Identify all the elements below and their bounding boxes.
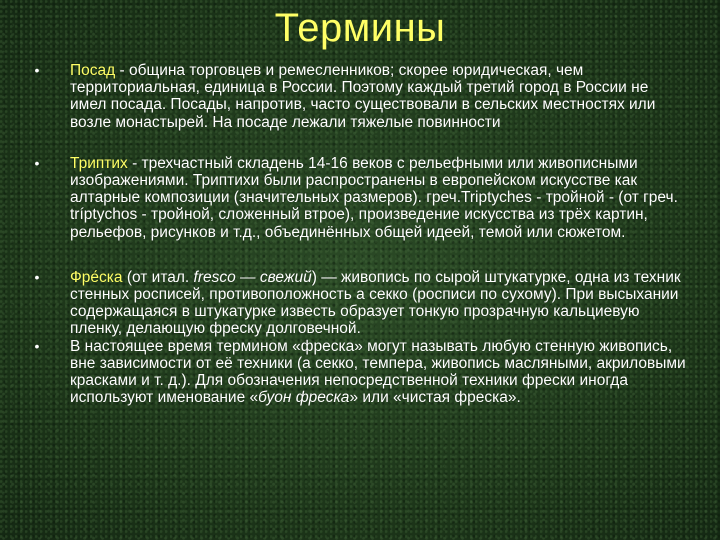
term-triptych: Триптих bbox=[70, 154, 128, 172]
definition-fresco-b: ) — живопись по сырой штукатурке, одна из техник стенных росписей, противоположность а секко (росписи по сухому). При высыхании содержащаяся в штукатурке известь образует тонкую прозрачную кальциевую пленку, делающую фреску долговечной. bbox=[70, 268, 681, 338]
item-body bbox=[70, 62, 655, 131]
list-item-posad bbox=[28, 62, 688, 131]
definition-modern-b: » или «чистая фреска». bbox=[349, 389, 521, 407]
term-fresco: Фре́ска bbox=[70, 268, 123, 286]
bullet-icon: • bbox=[34, 337, 40, 354]
bullet-icon: • bbox=[34, 268, 40, 285]
bullet-icon: • bbox=[34, 62, 40, 78]
list-item-fresco bbox=[28, 269, 688, 338]
slide-title: Термины bbox=[274, 6, 446, 50]
item-body bbox=[70, 155, 678, 241]
bullet-list bbox=[28, 62, 688, 406]
list-item-fresco-modern bbox=[28, 338, 688, 407]
list-item-triptych bbox=[28, 155, 688, 241]
item-body bbox=[70, 269, 681, 338]
term-posad: Посад bbox=[70, 62, 116, 79]
definition-posad: - община торговцев и ремесленников; скорее юридическая, чем территориальная, единица в России. Поэтому каждый третий город в России не имел посада. Посады, напротив, часто существовали в сельских местностях или возле монастырей. На посаде лежали тяжелые повинности bbox=[70, 62, 656, 131]
definition-triptych: - трехчастный складень 14-16 веков с рельефными или живописными изображениями. Триптихи были распространены в европейском искусстве как алтарные композиции (значительных размеров). греч.Triptyches - тройной - (от греч. tríptychos - тройной, сложенный втрое), произведение искусства из трёх картин, рельефов, рисунков и т.д., объединённых общей идеей, темой или сюжетом. bbox=[70, 154, 678, 241]
bullet-icon: • bbox=[34, 154, 40, 171]
definition-modern-italic: буон фреска bbox=[258, 389, 350, 407]
definition-modern-a: В настоящее время термином «фреска» могут называть любую стенную живопись, вне зависимости от её техники (а секко, темпера, живопись масляными, акриловыми красками и т. д.). Для обозначения непосредственной техники фрески иногда используют именование « bbox=[70, 337, 686, 407]
definition-fresco-italic: fresco — свежий bbox=[193, 268, 312, 286]
definition-fresco-a: (от итал. bbox=[122, 268, 194, 286]
item-body bbox=[70, 338, 686, 407]
